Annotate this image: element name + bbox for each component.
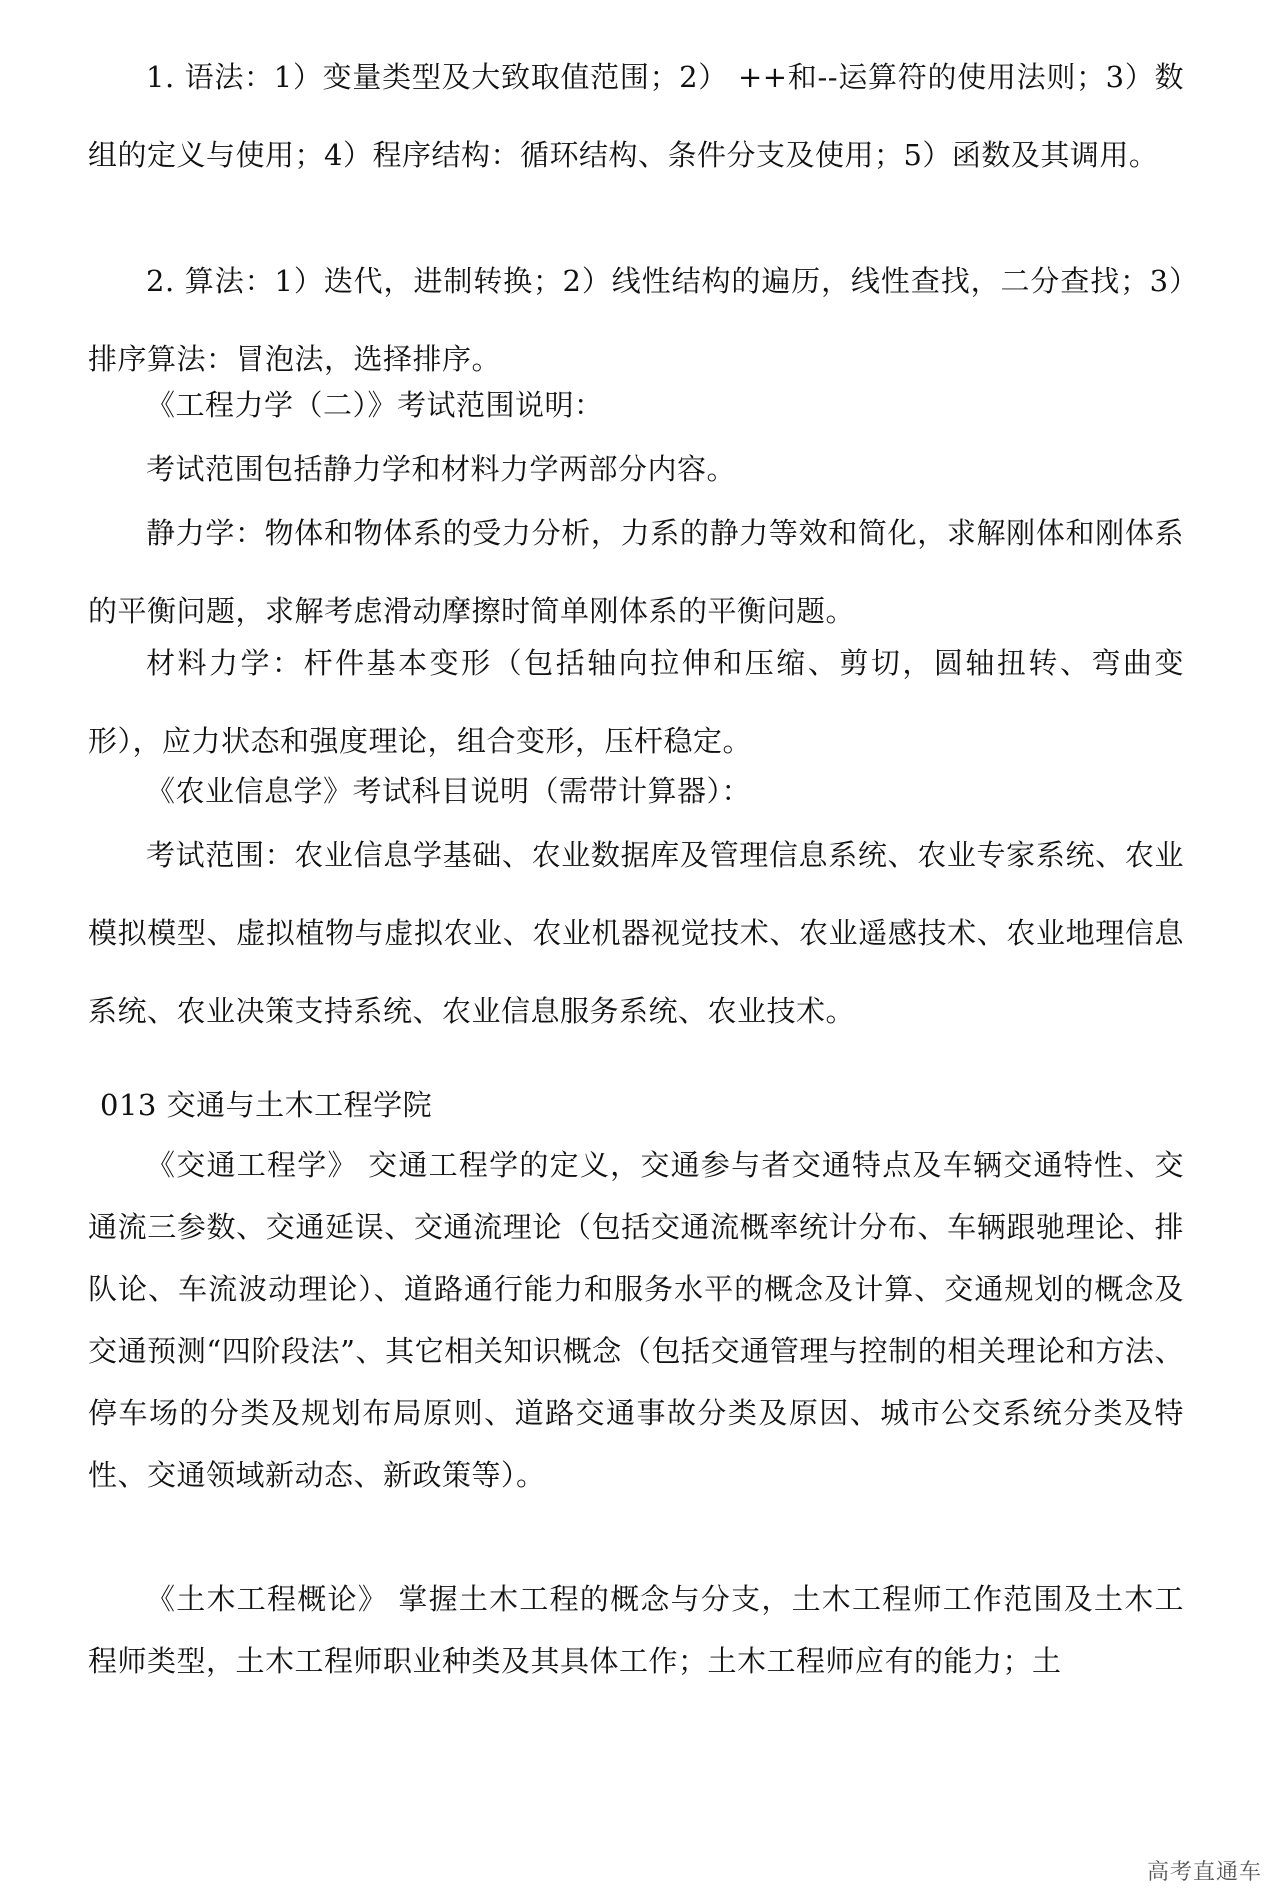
paragraph-agricultural-scope: 考试范围：农业信息学基础、农业数据库及管理信息系统、农业专家系统、农业模拟模型、虚拟植物与虚拟农业、农业机器视觉技术、农业遥感技术、农业地理信息系统、农业决策支持系统、农业信息服务系统、农业技术。 — [88, 838, 1184, 1028]
watermark: 高考直通车 — [1146, 1860, 1262, 1885]
paragraph-statics: 静力学：物体和物体系的受力分析，力系的静力等效和简化，求解刚体和刚体系的平衡问题，求解考虑滑动摩擦时简单刚体系的平衡问题。 — [88, 516, 1184, 628]
paragraph-traffic-engineering: 《交通工程学》 交通工程学的定义，交通参与者交通特点及车辆交通特性、交通流三参数、交通延误、交通流理论（包括交通流概率统计分布、车辆跟驰理论、排队论、车流波动理论）、道路通行能力和服务水平的概念及计算、交通规划的概念及交通预测“四阶段法”、其它相关知识概念（包括交通管理与控制的相关理论和方法、停车场的分类及规划布局原则、道路交通事故分类及原因、城市公交系统分类及特性、交通领域新动态、新政策等）。 — [88, 1148, 1184, 1492]
paragraph-civil-engineering: 《土木工程概论》 掌握土木工程的概念与分支，土木工程师工作范围及土木工程师类型，土木工程师职业种类及其具体工作；土木工程师应有的能力；土 — [88, 1582, 1184, 1678]
paragraph-materials-mechanics: 材料力学：杆件基本变形（包括轴向拉伸和压缩、剪切，圆轴扭转、弯曲变形），应力状态和强度理论，组合变形，压杆稳定。 — [88, 646, 1184, 758]
paragraph-engineering-mechanics-title: 《工程力学（二）》考试范围说明： — [146, 388, 604, 422]
paragraph-syntax: 1. 语法：1）变量类型及大致取值范围；2） ++和--运算符的使用法则；3）数组的定义与使用；4）程序结构：循环结构、条件分支及使用；5）函数及其调用。 — [88, 60, 1184, 172]
paragraph-agricultural-informatics-title: 《农业信息学》考试科目说明（需带计算器）： — [146, 774, 752, 808]
paragraph-algorithm: 2. 算法：1）迭代，进制转换；2）线性结构的遍历，线性查找，二分查找；3）排序算法：冒泡法，选择排序。 — [88, 264, 1184, 376]
paragraph-exam-scope: 考试范围包括静力学和材料力学两部分内容。 — [146, 452, 737, 486]
section-heading: 013 交通与土木工程学院 — [100, 1088, 433, 1122]
